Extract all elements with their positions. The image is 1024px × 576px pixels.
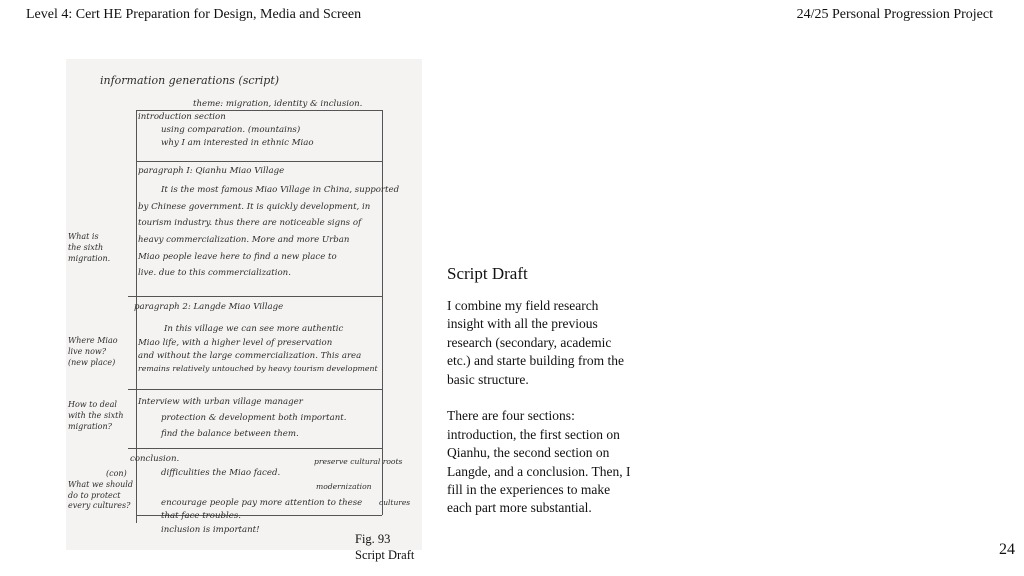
handwritten-script-scan: [66, 59, 422, 550]
box-divider-4: [128, 448, 382, 449]
figure-caption: [355, 532, 414, 563]
margin-note: What is the sixth migration.: [68, 232, 111, 263]
paragraph2-line: and without the large commercialization. This area: [138, 351, 362, 361]
interview-line: Interview with urban village manager: [138, 397, 303, 407]
intro-line: using comparation. (mountains): [161, 125, 301, 135]
description-panel: [447, 264, 637, 536]
page-number: 24: [999, 541, 1015, 558]
description-paragraph: There are four sections: introduction, the first section on Qianhu, the second section on Langde, and a conclusion. Then, I fill in the experiences to make each part more substantial.: [447, 408, 631, 516]
paragraph1-line: tourism industry. thus there are noticeable signs of: [138, 218, 362, 228]
conclusion-side-note: modernization: [316, 482, 372, 491]
paragraph1-line: heavy commercialization. More and more Urban: [138, 235, 350, 245]
margin-note: (con) What we should do to protect every cultures?: [68, 469, 133, 511]
paragraph1-line: paragraph I: Qianhu Miao Village: [138, 166, 285, 176]
conclusion-line: cultures: [379, 498, 411, 507]
margin-note: Where Miao live now? (new place): [68, 336, 118, 367]
box-right-border: [382, 110, 383, 515]
paragraph2-line: In this village we can see more authentic: [164, 324, 344, 334]
box-divider-1: [136, 161, 382, 162]
paragraph2-line: paragraph 2: Langde Miao Village: [134, 302, 284, 312]
intro-line: introduction section: [138, 112, 226, 122]
conclusion-line: encourage people pay more attention to these: [161, 498, 363, 508]
paragraph2-line: Miao life, with a higher level of preservation: [138, 338, 333, 348]
box-divider-3: [128, 389, 382, 390]
figure-label: Fig. 93: [355, 532, 391, 546]
interview-line: protection & development both important.: [161, 413, 347, 423]
box-top-border: [136, 110, 382, 111]
section-title: Script Draft: [447, 264, 528, 283]
description-paragraph: I combine my field research insight with all the previous research (secondary, academic etc.) and starte building from the basic structure.: [447, 298, 624, 387]
script-title: information generations (script): [100, 74, 280, 87]
figure-caption-text: Script Draft: [355, 547, 415, 562]
paragraph2-line: remains relatively untouched by heavy tourism development: [138, 364, 378, 373]
script-theme: theme: migration, identity & inclusion.: [193, 99, 363, 109]
conclusion-line: that face troubles.: [161, 511, 241, 521]
paragraph1-line: by Chinese government. It is quickly development, in: [138, 202, 371, 212]
header-project-title: 24/25 Personal Progression Project: [796, 7, 993, 22]
header-course-title: Level 4: Cert HE Preparation for Design, Media and Screen: [26, 7, 362, 22]
conclusion-line: conclusion.: [130, 454, 180, 464]
margin-note: How to deal with the sixth migration?: [68, 400, 124, 431]
conclusion-line: inclusion is important!: [161, 525, 260, 535]
conclusion-side-note: preserve cultural roots: [314, 457, 403, 466]
conclusion-line: difficulities the Miao faced.: [161, 468, 281, 478]
paragraph1-line: Miao people leave here to find a new place to: [138, 252, 337, 262]
interview-line: find the balance between them.: [161, 429, 299, 439]
intro-line: why I am interested in ethnic Miao: [161, 138, 314, 148]
paragraph1-line: It is the most famous Miao Village in China, supported: [161, 185, 400, 195]
paragraph1-line: live. due to this commercialization.: [138, 268, 291, 278]
box-divider-2: [128, 296, 382, 297]
